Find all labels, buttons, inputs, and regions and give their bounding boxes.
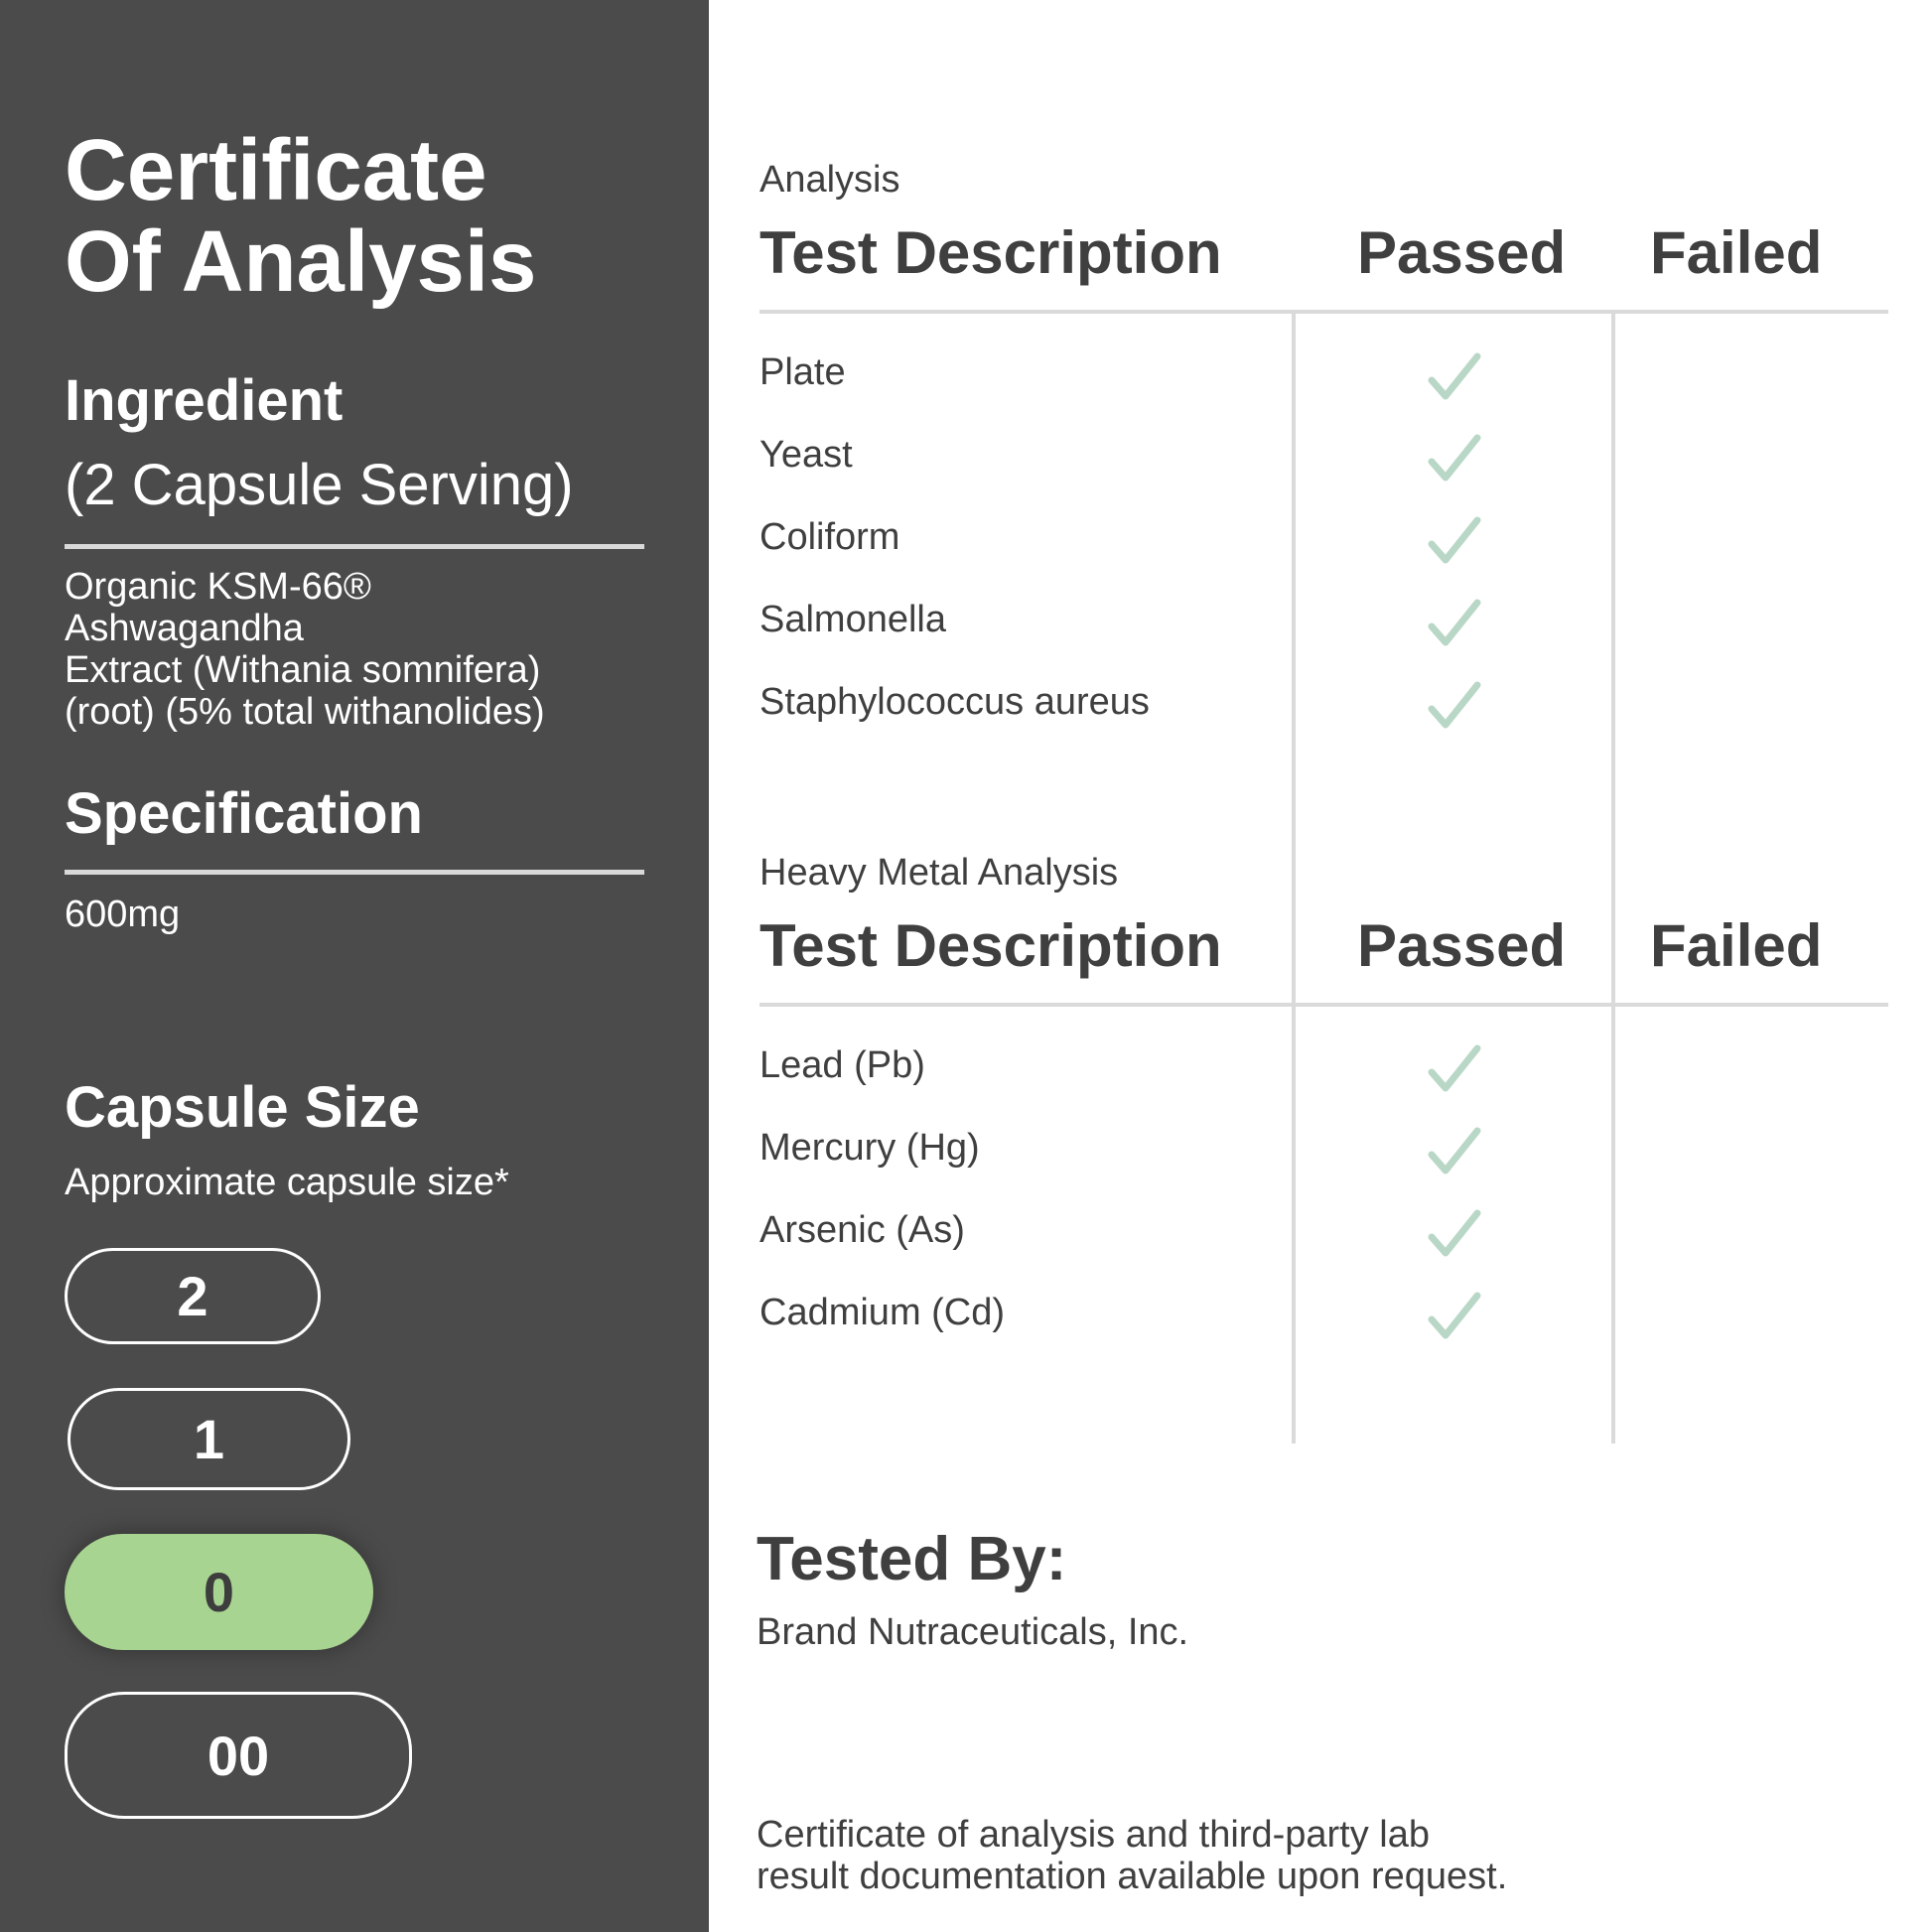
capsule-size-label: 2 — [177, 1265, 208, 1327]
footer-note-line-1: Certificate of analysis and third-party lab — [757, 1814, 1430, 1856]
heavy-metal-header-passed: Passed — [1357, 912, 1567, 979]
footer-note-line-2: result documentation available upon request. — [757, 1856, 1508, 1897]
heavy-metal-header-description: Test Description — [759, 912, 1222, 979]
capsule-size-0-selected[interactable] — [65, 1534, 373, 1650]
ingredient-line: Organic KSM-66® — [65, 566, 371, 608]
heavy-metal-row: Cadmium (Cd) — [759, 1292, 1006, 1333]
heavy-metal-header-rule — [759, 1003, 1888, 1007]
capsule-size-00[interactable] — [65, 1692, 412, 1819]
check-icon — [1428, 1127, 1481, 1176]
check-icon — [1428, 434, 1481, 483]
ingredient-rule — [65, 544, 644, 549]
failed-column-divider — [1611, 314, 1615, 1444]
ingredient-line: Ashwagandha — [65, 608, 304, 649]
analysis-header-rule — [759, 310, 1888, 314]
heavy-metal-row: Arsenic (As) — [759, 1209, 965, 1251]
check-icon — [1428, 516, 1481, 566]
ingredient-line: (root) (5% total withanolides) — [65, 691, 545, 733]
check-icon — [1428, 352, 1481, 402]
tested-by-company: Brand Nutraceuticals, Inc. — [757, 1611, 1189, 1653]
capsule-size-label: 00 — [207, 1724, 270, 1787]
title-line-2: Of Analysis — [65, 213, 537, 310]
analysis-header-failed: Failed — [1650, 219, 1823, 286]
ingredient-heading: Ingredient — [65, 368, 344, 433]
capsule-size-subtitle: Approximate capsule size* — [65, 1162, 509, 1203]
analysis-row: Plate — [759, 351, 846, 393]
analysis-section-label: Analysis — [759, 159, 900, 201]
specification-value: 600mg — [65, 894, 181, 935]
analysis-row: Coliform — [759, 516, 900, 558]
capsule-size-heading: Capsule Size — [65, 1075, 420, 1140]
specification-heading: Specification — [65, 781, 423, 846]
check-icon — [1428, 1292, 1481, 1341]
analysis-row: Staphylococcus aureus — [759, 681, 1150, 723]
analysis-header-description: Test Description — [759, 219, 1222, 286]
tested-by-heading: Tested By: — [757, 1525, 1067, 1593]
capsule-size-1[interactable] — [68, 1388, 350, 1490]
analysis-row: Yeast — [759, 434, 853, 476]
heavy-metal-section-label: Heavy Metal Analysis — [759, 852, 1119, 894]
ingredient-line: Extract (Withania somnifera) — [65, 649, 541, 691]
check-icon — [1428, 681, 1481, 731]
capsule-size-label: 0 — [203, 1561, 235, 1623]
check-icon — [1428, 1209, 1481, 1259]
left-panel — [0, 0, 709, 1932]
check-icon — [1428, 599, 1481, 648]
capsule-size-label: 1 — [193, 1408, 225, 1470]
analysis-header-passed: Passed — [1357, 219, 1567, 286]
heavy-metal-row: Lead (Pb) — [759, 1044, 925, 1086]
heavy-metal-header-failed: Failed — [1650, 912, 1823, 979]
check-icon — [1428, 1044, 1481, 1094]
specification-rule — [65, 870, 644, 875]
analysis-row: Salmonella — [759, 599, 946, 640]
title-line-1: Certificate — [65, 122, 487, 218]
serving-heading: (2 Capsule Serving) — [65, 453, 574, 517]
passed-column-divider — [1292, 314, 1296, 1444]
capsule-size-2[interactable] — [65, 1248, 321, 1344]
heavy-metal-row: Mercury (Hg) — [759, 1127, 980, 1169]
